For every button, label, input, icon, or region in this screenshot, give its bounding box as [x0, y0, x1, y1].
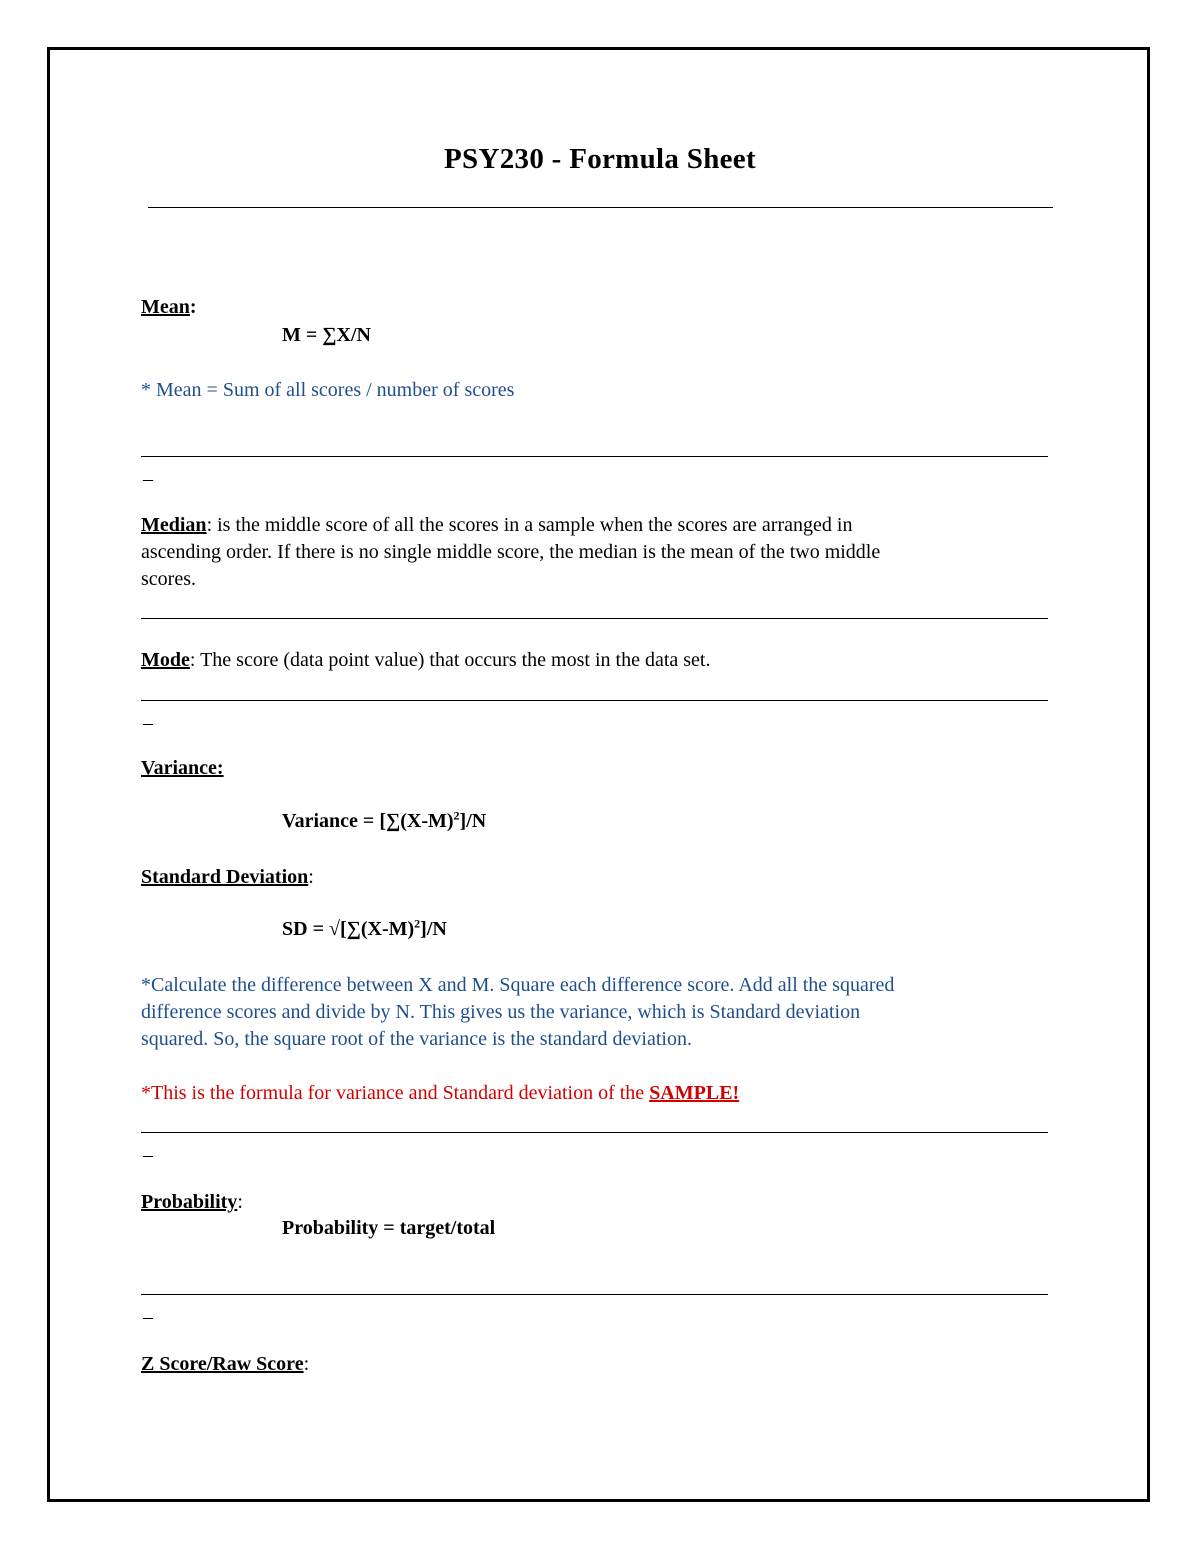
probability-dash: – [143, 1306, 153, 1328]
variance-formula [282, 810, 486, 833]
page-title: PSY230 - Formula Sheet [444, 143, 756, 175]
mean-note: * Mean = Sum of all scores / number of scores [141, 379, 515, 401]
sd-formula-exponent: 2 [414, 916, 421, 931]
sample-warning [141, 1080, 739, 1107]
sd-formula-suffix: ]/N [420, 918, 447, 940]
sd-heading-line [141, 864, 314, 891]
mode-divider [141, 700, 1048, 701]
median-text-2: ascending order. If there is no single middle score, the median is the mean of the two middle [141, 541, 881, 563]
probability-divider [141, 1294, 1048, 1295]
probability-heading-line [141, 1189, 243, 1216]
mean-divider [141, 456, 1048, 457]
mode-heading: Mode [141, 649, 190, 671]
sd-note-3: squared. So, the square root of the variance is the standard deviation. [141, 1028, 692, 1050]
mean-dash: – [143, 468, 153, 490]
variance-formula-suffix: ]/N [459, 810, 487, 832]
sd-note-1: *Calculate the difference between X and M. Square each difference score. Add all the squared [141, 974, 895, 996]
mode-line [141, 647, 710, 674]
zscore-heading-line [141, 1351, 309, 1378]
median-heading: Median [141, 514, 207, 536]
zscore-colon: : [303, 1353, 310, 1375]
sd-dash: – [143, 1144, 153, 1166]
median-text-3: scores. [141, 568, 196, 590]
mode-dash: – [143, 712, 153, 734]
sd-formula-prefix: SD = √[∑(X-M) [282, 918, 415, 940]
variance-formula-exponent: 2 [453, 808, 460, 823]
probability-heading: Probability [141, 1191, 238, 1213]
probability-colon: : [237, 1191, 243, 1213]
sd-colon: : [308, 866, 314, 888]
mean-heading: Mean [141, 296, 190, 318]
sample-warning-text: *This is the formula for variance and Standard deviation of the [141, 1082, 650, 1104]
mean-colon: : [189, 296, 197, 318]
zscore-heading: Z Score/Raw Score [141, 1353, 304, 1375]
median-divider [141, 618, 1048, 619]
sample-emphasis: SAMPLE! [649, 1082, 740, 1104]
variance-heading: Variance: [141, 757, 224, 779]
median-line-1 [141, 512, 852, 539]
median-text-1: : is the middle score of all the scores in a sample when the scores are arranged in [206, 514, 853, 536]
variance-formula-prefix: Variance = [∑(X-M) [282, 810, 454, 832]
sd-note-2: difference scores and divide by N. This gives us the variance, which is Standard deviation [141, 1001, 861, 1023]
probability-formula: Probability = target/total [282, 1217, 496, 1239]
mean-formula: M = ∑X/N [282, 324, 371, 346]
mode-text: : The score (data point value) that occurs the most in the data set. [189, 649, 711, 671]
sd-divider [141, 1132, 1048, 1133]
sd-formula [282, 918, 447, 941]
sd-heading: Standard Deviation [141, 866, 309, 888]
mean-section [141, 296, 197, 319]
title-divider [148, 207, 1053, 208]
